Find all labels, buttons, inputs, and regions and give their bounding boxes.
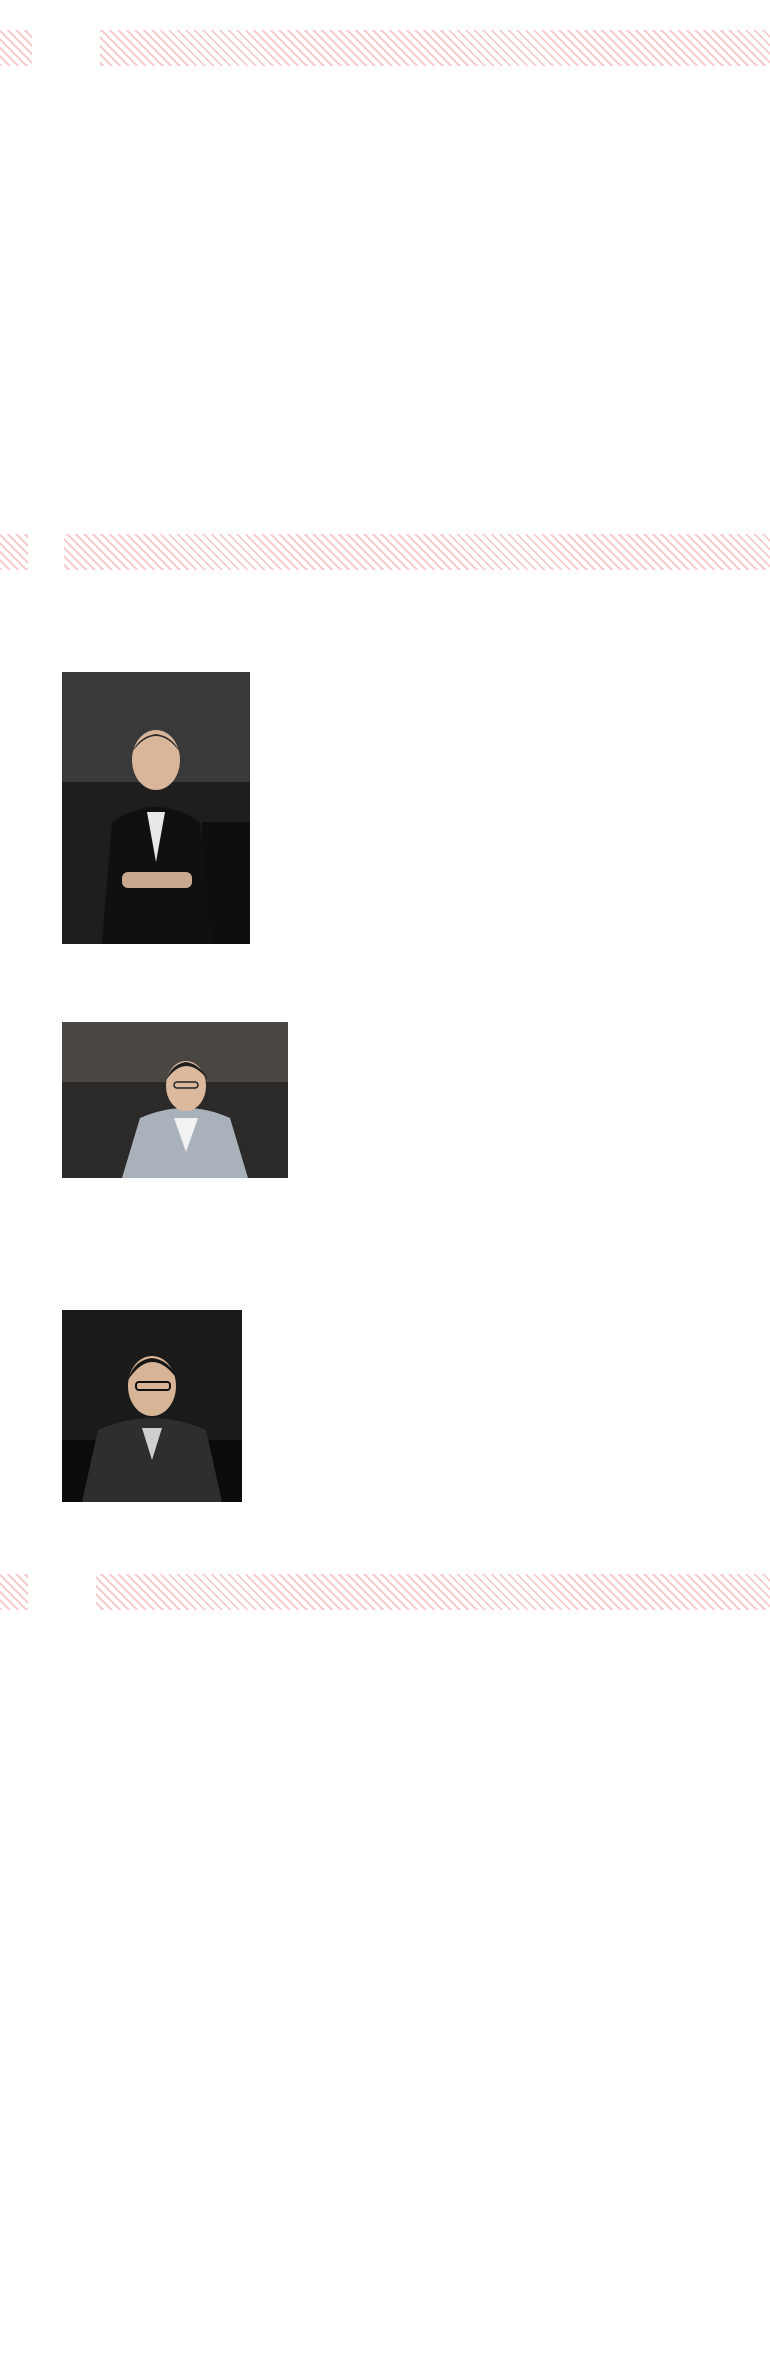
section-title-artists: [28, 534, 64, 570]
artist-3-photo: [62, 1310, 242, 1502]
artist-2-photo: [62, 1022, 288, 1178]
section-band-artists: [0, 534, 770, 570]
artist-1-photo: [62, 672, 250, 944]
section-band-program: [0, 1574, 770, 1610]
section-band-intro: [0, 30, 770, 66]
section-title-program: [28, 1574, 96, 1610]
section-title-intro: [32, 30, 100, 66]
